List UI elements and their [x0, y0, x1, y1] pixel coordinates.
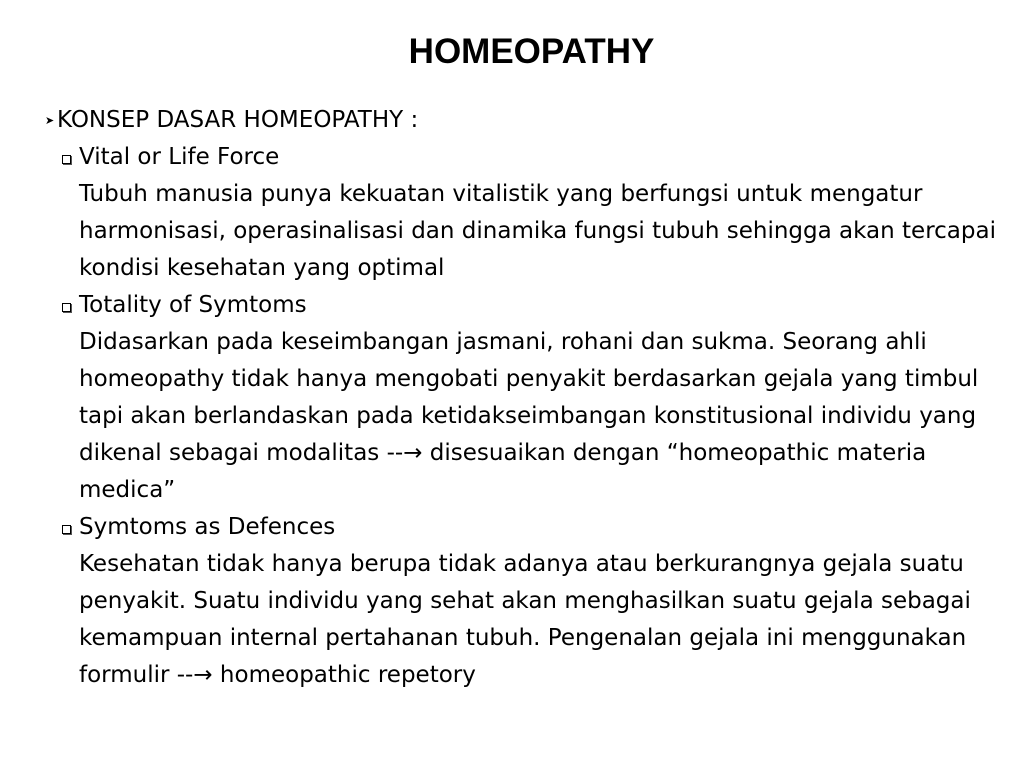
list-item-description: Kesehatan tidak hanya berupa tidak adanya atau berkurangnya gejala suatu penyakit. Suatu individu yang sehat akan menghasilkan suatu gejala sebagai kemampuan internal pertahanan tubuh. Pengenalan gejala ini menggunakan formulir --→ homeopathic repetory	[79, 551, 971, 688]
list-item-title	[79, 139, 1005, 176]
section-heading-text: KONSEP DASAR HOMEOPATHY :	[57, 107, 419, 133]
list-item-title	[79, 287, 1005, 324]
arrowhead-bullet-icon: ➤	[45, 114, 55, 127]
list-item-description: Tubuh manusia punya kekuatan vitalistik yang berfungsi untuk mengatur harmonisasi, operasinalisasi dan dinamika fungsi tubuh sehingga akan tercapai kondisi kesehatan yang optimal	[79, 181, 996, 281]
section-heading	[45, 102, 1005, 139]
list-item	[45, 287, 1005, 509]
list-item-title-text: Vital or Life Force	[79, 144, 280, 170]
list-item	[45, 509, 1005, 694]
square-bullet-icon	[62, 155, 71, 164]
list-item-title	[79, 509, 1005, 546]
slide-title: HOMEOPATHY	[408, 32, 655, 71]
square-bullet-icon	[62, 303, 71, 312]
list-item-description: Didasarkan pada keseimbangan jasmani, rohani dan sukma. Seorang ahli homeopathy tidak hanya mengobati penyakit berdasarkan gejala yang timbul tapi akan berlandaskan pada ketidakseimbangan konstitusional individu yang dikenal sebagai modalitas --→ disesuaikan dengan “homeopathic materia medica”	[79, 329, 979, 503]
slide-content	[45, 102, 1005, 694]
list-item-title-text: Symtoms as Defences	[79, 514, 336, 540]
list-item	[45, 139, 1005, 287]
list-item-title-text: Totality of Symtoms	[79, 292, 307, 318]
square-bullet-icon	[62, 525, 71, 534]
